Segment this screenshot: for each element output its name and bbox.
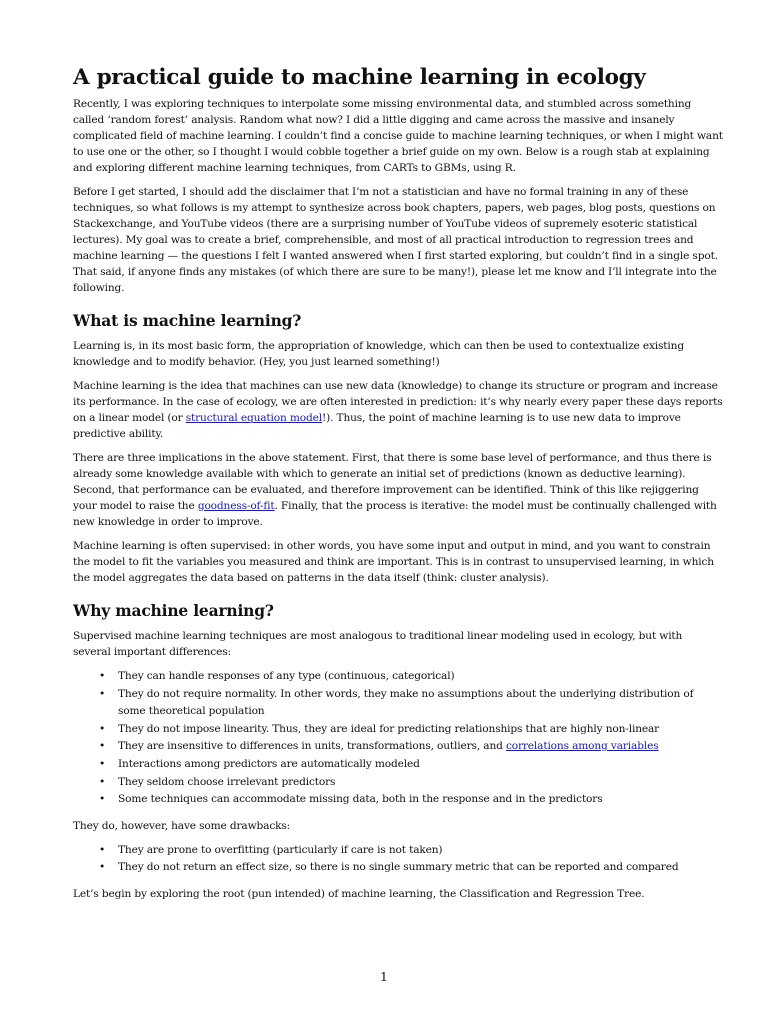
- list-item: [73, 859, 723, 877]
- section1-paragraph-3-text-b: . Finally, that the process is iterative: the model must be continually challenged with new knowledge in order to improve.: [73, 500, 717, 528]
- bullet-icon: •: [99, 670, 106, 682]
- list-item-text: Interactions among predictors are automatically modeled: [118, 757, 420, 770]
- list-item-text: They are insensitive to differences in units, transformations, outliers, and: [118, 740, 506, 753]
- list-item-text: They seldom choose irrelevant predictors: [118, 775, 336, 788]
- goodness-of-fit-link[interactable]: goodness-of-fit: [197, 500, 275, 512]
- section-heading-why-ml: Why machine learning?: [73, 601, 274, 620]
- list-item: [73, 721, 723, 739]
- bullet-icon: •: [99, 722, 106, 735]
- list-item-text: They do not require normality. In other words, they make no assumptions about the underlying distribution of some theoretical population: [118, 687, 694, 718]
- section1-paragraph-3: [73, 450, 723, 530]
- list-item-text: They do not impose linearity. Thus, they are ideal for predicting relationships that are highly non-linear: [118, 722, 660, 735]
- bullet-icon: •: [99, 843, 106, 856]
- document-page: [73, 60, 723, 910]
- list-item-text: Some techniques can accommodate missing data, both in the response and in the predictors: [118, 793, 603, 806]
- section1-paragraph-1: Learning is, in its most basic form, the appropriation of knowledge, which can then be used to contextualize existing knowledge and to modify behavior. (Hey, you just learned something!): [73, 340, 684, 368]
- structural-equation-model-link[interactable]: structural equation model: [185, 412, 322, 424]
- section-heading-what-is-ml: What is machine learning?: [73, 311, 302, 330]
- list-item: [73, 774, 723, 792]
- list-item: [73, 756, 723, 774]
- closing-paragraph: Let’s begin by exploring the root (pun intended) of machine learning, the Classification and Regression Tree.: [73, 887, 645, 900]
- document-title: A practical guide to machine learning in ecology: [73, 65, 646, 90]
- intro-paragraph-2: Before I get started, I should add the disclaimer that I’m not a statistician and have no formal training in any of these techniques, so what follows is my attempt to synthesize across book chapters, papers, web pages, blog posts, questions on Stackexchange, and YouTube videos (there are a surprising number of YouTube videos of supremely esoteric statistical lectures). My goal was to create a brief, comprehensible, and most of all practical introduction to regression trees and machine learning — the questions I felt I wanted answered when I first started exploring, but couldn’t find in a single spot. That said, if anyone finds any mistakes (of which there are sure to be many!), please let me know and I’ll integrate into the following.: [73, 186, 718, 294]
- section2-paragraph-1: Supervised machine learning techniques are most analogous to traditional linear modeling used in ecology, but with several important differences:: [73, 630, 683, 658]
- list-item-text: They can handle responses of any type (continuous, categorical): [118, 670, 455, 682]
- list-item: [73, 686, 723, 721]
- bullet-icon: •: [99, 687, 106, 700]
- section1-paragraph-2-text-a: Machine learning is the idea that machines can use new data (knowledge) to change its structure or program and increase its performance. In the case of ecology, we are often interested in prediction: it’s why nearly every paper these days reports on a linear model (or: [73, 380, 723, 424]
- bullet-icon: •: [99, 775, 106, 788]
- bullet-icon: •: [99, 757, 106, 770]
- list-item-text: They do not return an effect size, so there is no single summary metric that can be reported and compared: [118, 861, 679, 874]
- page-number: 1: [380, 970, 388, 984]
- section1-paragraph-3-text-a: There are three implications in the above statement. First, that there is some base level of performance, and thus there is already some knowledge available with which to generate an initial set of predictions (known as deductive learning). Second, that performance can be evaluated, and therefore improvement can be identified. Think of this like rejiggering your model to raise the: [73, 452, 712, 512]
- list-item: [73, 791, 723, 809]
- bullet-icon: •: [99, 861, 106, 874]
- list-item: [73, 738, 723, 756]
- section1-paragraph-2-text-b: !). Thus, the point of machine learning is to use new data to improve predictive ability.: [73, 412, 681, 440]
- list-item-text: They are prone to overfitting (particularly if care is not taken): [118, 843, 443, 856]
- bullet-icon: •: [99, 793, 106, 806]
- intro-paragraph-1: Recently, I was exploring techniques to interpolate some missing environmental data, and stumbled across something called ‘random forest’ analysis. Random what now? I did a little digging and came across the massive and insanely complicated field of machine learning. I couldn’t find a concise guide to machine learning techniques, or when I might want to use one or the other, so I thought I would cobble together a brief guide on my own. Below is a rough stab at explaining and exploring different machine learning techniques, from CARTs to GBMs, using R.: [73, 98, 723, 174]
- advantages-list: [73, 668, 723, 809]
- drawbacks-list: [73, 842, 723, 877]
- section1-paragraph-4: Machine learning is often supervised: in other words, you have some input and output in mind, and you want to constrain the model to fit the variables you measured and think are important. This is in contrast to unsupervised learning, in which the model aggregates the data based on patterns in the data itself (think: cluster analysis).: [73, 540, 714, 584]
- list-item: [73, 668, 723, 686]
- section1-paragraph-2: [73, 378, 723, 442]
- drawbacks-intro: They do, however, have some drawbacks:: [73, 819, 291, 832]
- correlations-among-variables-link[interactable]: correlations among variables: [505, 740, 659, 753]
- bullet-icon: •: [99, 740, 106, 753]
- list-item: [73, 842, 723, 860]
